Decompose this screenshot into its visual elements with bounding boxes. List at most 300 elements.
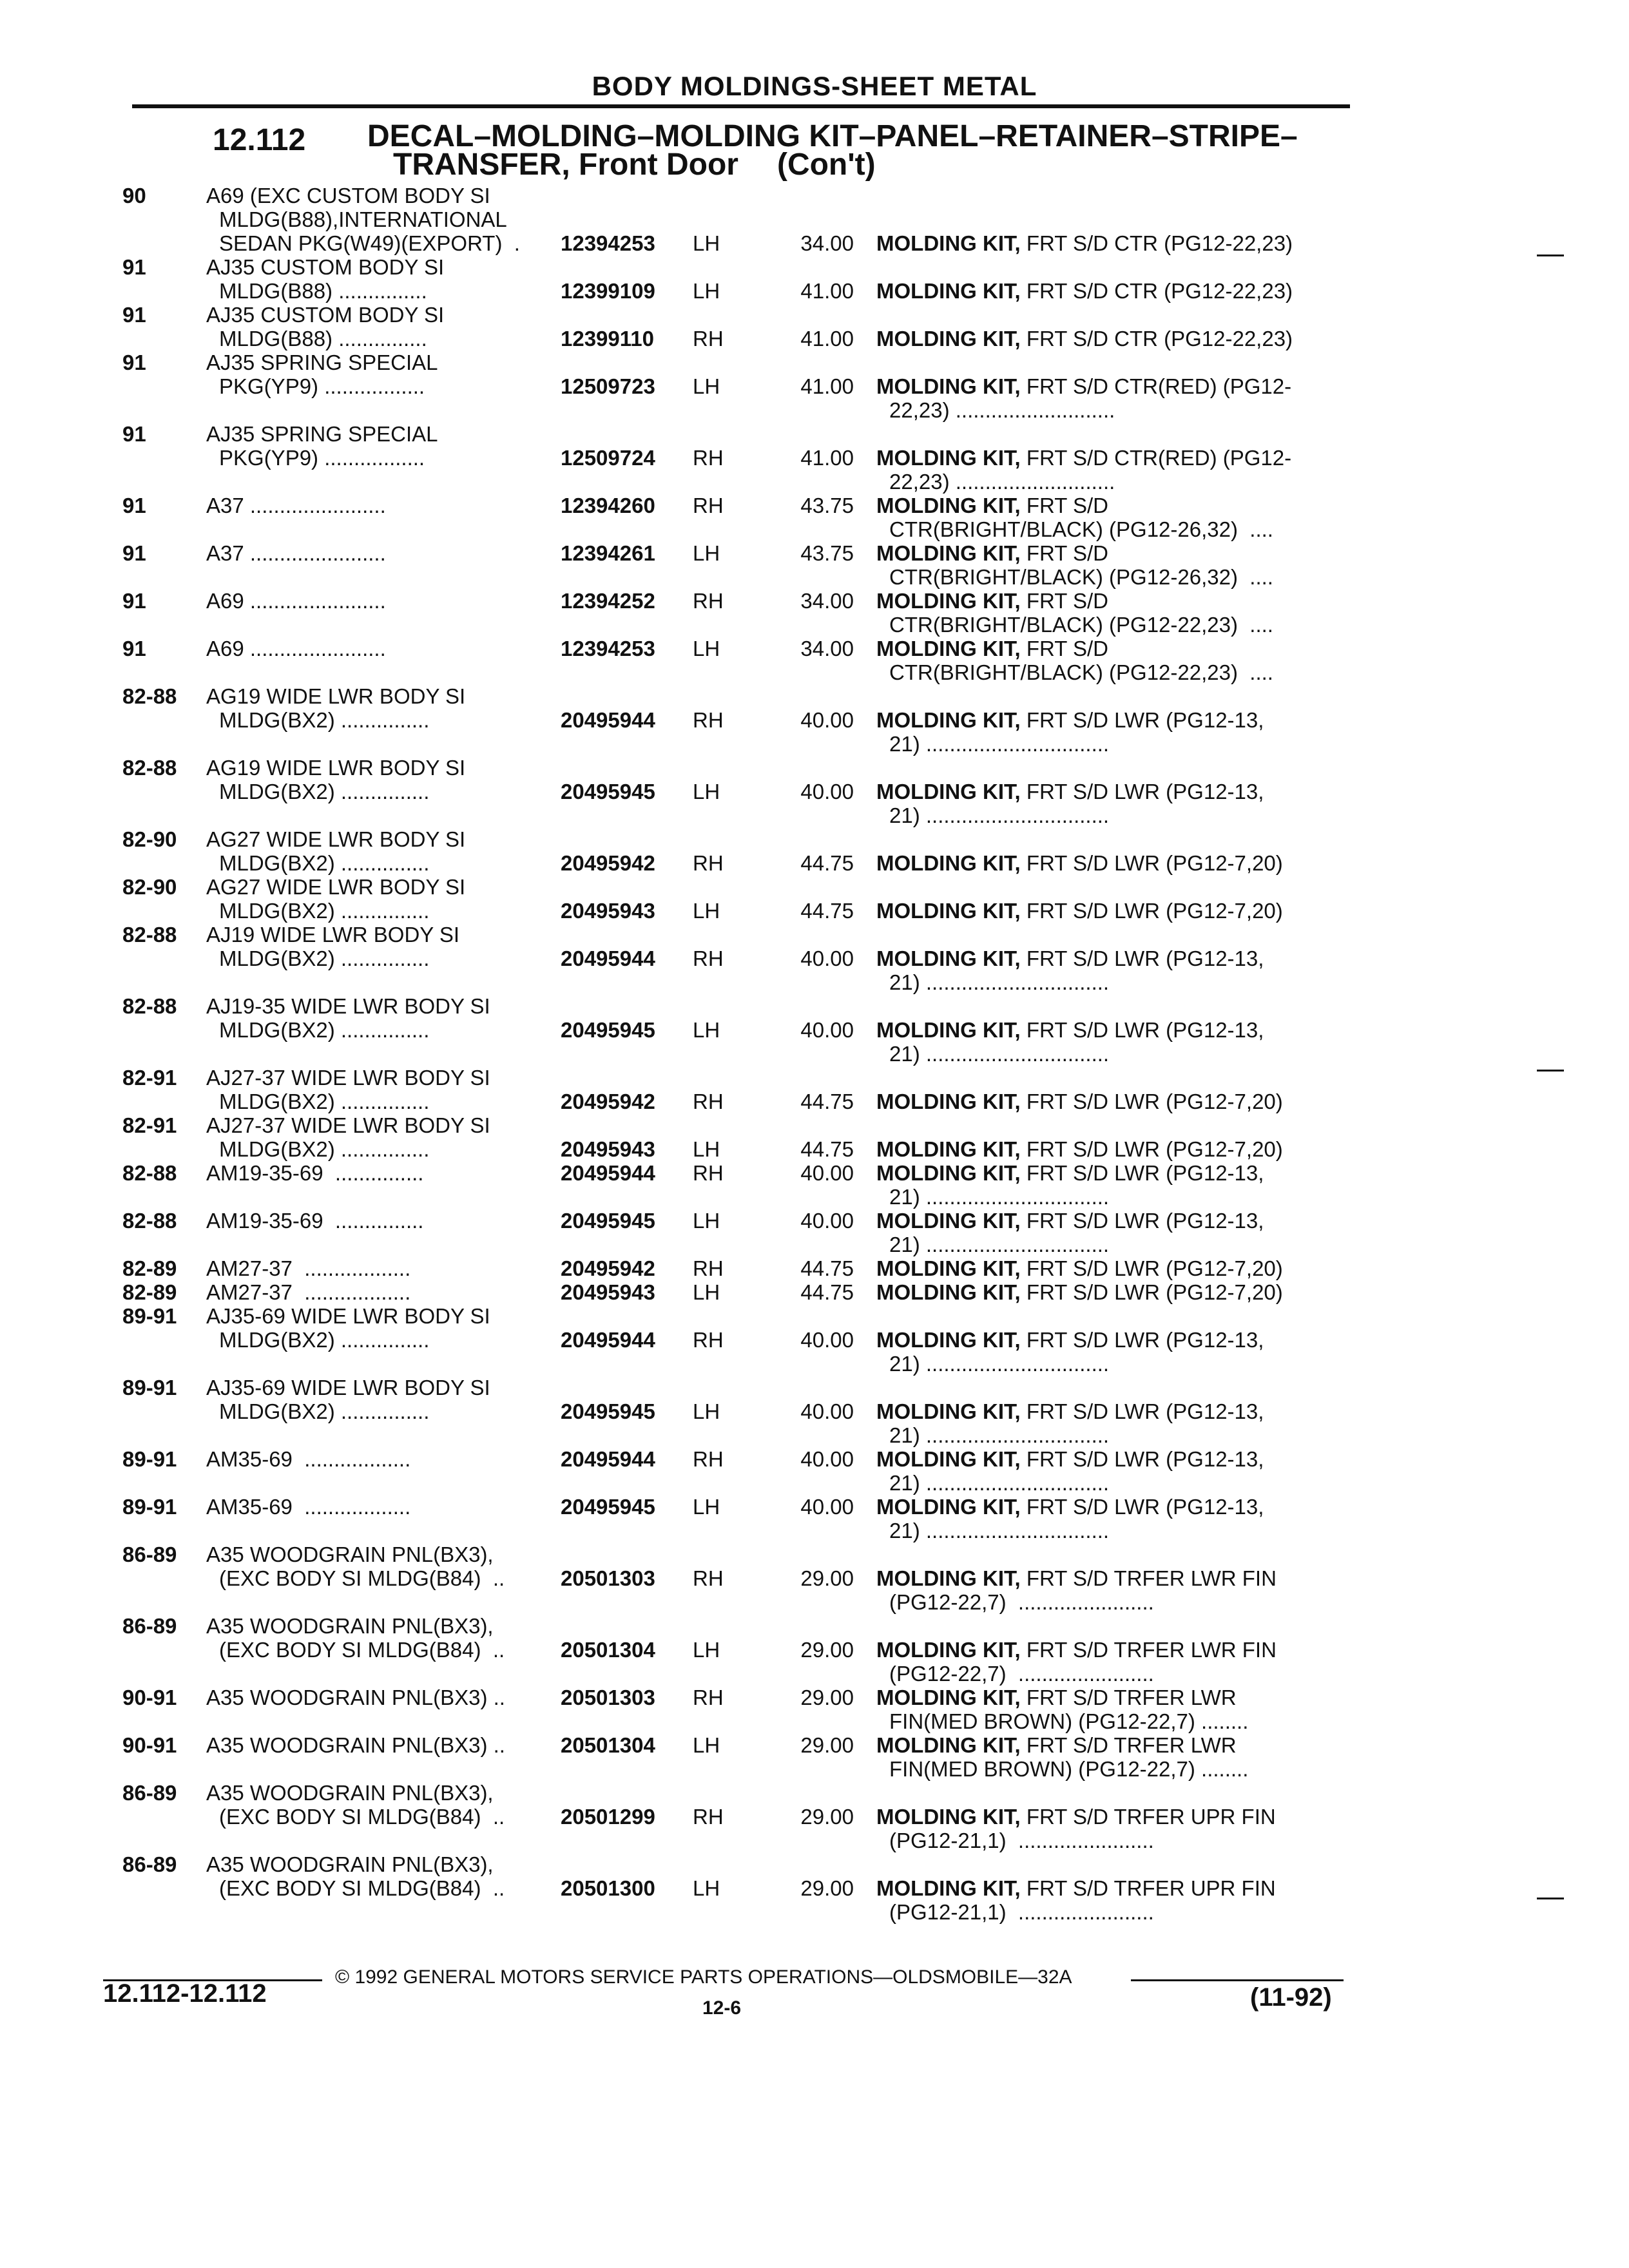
usage-description [206,1256,554,1280]
price: 41.00 [800,446,854,470]
part-name-detail: (PG12-21,1) ....................... [889,1829,1154,1852]
part-number: 12394260 [561,494,655,517]
part-name-detail: FRT S/D CTR(RED) (PG12- [1020,374,1292,398]
part-name-bold: MOLDING KIT, [876,947,1021,970]
price: 29.00 [800,1686,854,1709]
usage-description-line: AG27 WIDE LWR BODY SI [206,827,466,851]
usage-description-line: AJ19 WIDE LWR BODY SI [206,923,460,947]
part-name-bold: MOLDING KIT, [876,1495,1021,1519]
price: 44.75 [800,851,854,875]
part-name-detail: 21) ............................... [889,732,1110,756]
part-name-detail: FRT S/D LWR (PG12-7,20) [1020,1090,1283,1113]
part-name-detail: 22,23) ........................... [889,470,1115,494]
usage-description-line: AG19 WIDE LWR BODY SI [206,756,466,780]
part-name-bold: MOLDING KIT, [876,1280,1021,1304]
side-indicator: LH [693,1638,720,1662]
usage-description-line: MLDG(BX2) ............... [219,1328,430,1352]
part-number: 20495942 [561,1090,655,1113]
model-year: 89-91 [122,1376,177,1399]
usage-description-line: (EXC BODY SI MLDG(B84) .. [219,1805,505,1829]
model-year: 89-91 [122,1495,177,1519]
part-number: 12509723 [561,374,655,398]
part-name-detail: FRT S/D [1020,637,1108,660]
price: 44.75 [800,1137,854,1161]
side-indicator: RH [693,1328,724,1352]
side-indicator: LH [693,1280,720,1304]
part-name [876,780,1340,827]
usage-description [206,184,554,255]
model-year: 91 [122,637,146,660]
usage-description-line: AJ35 SPRING SPECIAL [206,422,438,446]
part-number: 20495945 [561,780,655,803]
part-name-detail: FRT S/D CTR(RED) (PG12- [1020,446,1292,470]
part-number: 20501300 [561,1876,655,1900]
usage-description-line: MLDG(B88) ............... [219,327,427,351]
usage-description-line: PKG(YP9) ................. [219,374,425,398]
usage-description-line: AJ35-69 WIDE LWR BODY SI [206,1376,490,1399]
usage-description-line: AJ35-69 WIDE LWR BODY SI [206,1304,490,1328]
part-name-bold: MOLDING KIT, [876,374,1021,398]
part-name-detail: FRT S/D [1020,589,1108,613]
part-number: 20501304 [561,1733,655,1757]
footer-date: (11-92) [1250,1983,1332,2012]
part-number: 20501304 [561,1638,655,1662]
part-name-detail: 21) ............................... [889,1042,1110,1066]
part-number: 20495942 [561,851,655,875]
usage-description-line: MLDG(B88) ............... [219,279,427,303]
price: 29.00 [800,1638,854,1662]
part-name-detail: FRT S/D LWR (PG12-13, [1020,1018,1264,1042]
model-year: 82-91 [122,1113,177,1137]
usage-description [206,1614,554,1662]
part-name-detail: FRT S/D TRFER LWR FIN [1020,1566,1277,1590]
model-year: 91 [122,422,146,446]
side-indicator: RH [693,1805,724,1829]
usage-description-line: MLDG(BX2) ............... [219,1090,430,1113]
part-name-detail: 21) ............................... [889,803,1110,827]
usage-description [206,255,554,303]
usage-description-line: MLDG(BX2) ............... [219,708,430,732]
price: 44.75 [800,1256,854,1280]
part-name-bold: MOLDING KIT, [876,637,1021,660]
side-indicator: RH [693,851,724,875]
part-name-bold: MOLDING KIT, [876,446,1021,470]
price: 44.75 [800,899,854,923]
margin-mark [1537,1898,1564,1899]
part-name-bold: MOLDING KIT, [876,279,1021,303]
part-number: 12399109 [561,279,655,303]
part-name [876,1328,1340,1376]
price: 41.00 [800,279,854,303]
side-indicator: RH [693,589,724,613]
usage-description-line: A69 (EXC CUSTOM BODY SI [206,184,490,207]
model-year: 89-91 [122,1447,177,1471]
part-name [876,374,1340,422]
part-name-detail: (PG12-22,7) ....................... [889,1590,1154,1614]
price: 40.00 [800,1399,854,1423]
part-name-detail: FRT S/D LWR (PG12-13, [1020,1328,1264,1352]
part-name-detail: FRT S/D TRFER UPR FIN [1020,1805,1276,1829]
continued-label: (Con't) [776,148,876,182]
part-name-detail: FRT S/D LWR (PG12-7,20) [1020,1137,1283,1161]
part-name-detail: FRT S/D TRFER LWR [1020,1686,1237,1709]
side-indicator: LH [693,279,720,303]
usage-description [206,923,554,970]
part-name-detail: FRT S/D LWR (PG12-13, [1020,1209,1264,1233]
part-name-detail: FRT S/D LWR (PG12-13, [1020,780,1264,803]
part-name-detail: FRT S/D LWR (PG12-13, [1020,708,1264,732]
price: 29.00 [800,1876,854,1900]
price: 43.75 [800,494,854,517]
price: 41.00 [800,374,854,398]
section-number: 12.112 [213,123,306,157]
part-name [876,1876,1340,1924]
part-name-detail: FIN(MED BROWN) (PG12-22,7) ........ [889,1757,1249,1781]
part-name [876,1447,1340,1495]
part-name-detail: 21) ............................... [889,1352,1110,1376]
part-number: 20495944 [561,947,655,970]
price: 40.00 [800,780,854,803]
part-name [876,1495,1340,1542]
part-number: 20495942 [561,1256,655,1280]
part-name-bold: MOLDING KIT, [876,1090,1021,1113]
part-name [876,851,1340,875]
part-name-bold: MOLDING KIT, [876,589,1021,613]
usage-description [206,684,554,732]
usage-description-line: A35 WOODGRAIN PNL(BX3), [206,1781,494,1805]
section-title-line1: DECAL–MOLDING–MOLDING KIT–PANEL–RETAINER–STRIPE– [367,119,1298,153]
usage-description-line: MLDG(BX2) ............... [219,780,430,803]
part-name-detail: (PG12-22,7) ....................... [889,1662,1154,1686]
usage-description-line: AM27-37 .................. [206,1280,411,1304]
usage-description [206,1280,554,1304]
part-name [876,1018,1340,1066]
part-name-bold: MOLDING KIT, [876,1137,1021,1161]
side-indicator: LH [693,374,720,398]
part-name-bold: MOLDING KIT, [876,494,1021,517]
price: 40.00 [800,1495,854,1519]
part-number: 12509724 [561,446,655,470]
side-indicator: RH [693,1686,724,1709]
side-indicator: LH [693,1733,720,1757]
part-number: 12394253 [561,231,655,255]
side-indicator: RH [693,947,724,970]
model-year: 89-91 [122,1304,177,1328]
part-name-detail: FRT S/D LWR (PG12-7,20) [1020,1280,1283,1304]
part-name-bold: MOLDING KIT, [876,1733,1021,1757]
part-name-detail: FRT S/D LWR (PG12-13, [1020,1161,1264,1185]
price: 40.00 [800,1209,854,1233]
usage-description [206,1733,554,1757]
model-year: 82-90 [122,827,177,851]
footer-copyright: © 1992 GENERAL MOTORS SERVICE PARTS OPERATIONS—OLDSMOBILE—32A [335,1966,1072,1988]
model-year: 82-88 [122,684,177,708]
part-name-detail: 21) ............................... [889,970,1110,994]
part-name-detail: FRT S/D CTR (PG12-22,23) [1020,279,1293,303]
usage-description [206,541,554,565]
part-name-detail: FRT S/D LWR (PG12-13, [1020,1399,1264,1423]
part-name [876,1256,1340,1280]
model-year: 91 [122,494,146,517]
part-name [876,899,1340,923]
usage-description-line: PKG(YP9) ................. [219,446,425,470]
usage-description-line: MLDG(B88),INTERNATIONAL [219,207,507,231]
usage-description [206,994,554,1042]
model-year: 82-89 [122,1256,177,1280]
usage-description [206,1161,554,1185]
part-name [876,1733,1340,1781]
side-indicator: LH [693,1209,720,1233]
part-name-bold: MOLDING KIT, [876,1161,1021,1185]
usage-description [206,1852,554,1900]
price: 40.00 [800,1447,854,1471]
part-number: 12394252 [561,589,655,613]
model-year: 91 [122,255,146,279]
part-number: 12399110 [561,327,655,351]
model-year: 82-88 [122,923,177,947]
usage-description-line: A35 WOODGRAIN PNL(BX3) .. [206,1733,505,1757]
price: 29.00 [800,1733,854,1757]
usage-description-line: AM19-35-69 ............... [206,1209,424,1233]
part-name-bold: MOLDING KIT, [876,1256,1021,1280]
usage-description-line: A35 WOODGRAIN PNL(BX3), [206,1542,494,1566]
side-indicator: LH [693,780,720,803]
part-name-bold: MOLDING KIT, [876,1566,1021,1590]
part-name [876,589,1340,637]
usage-description [206,1495,554,1519]
part-number: 20495944 [561,1328,655,1352]
part-name [876,1686,1340,1733]
usage-description-line: AJ35 CUSTOM BODY SI [206,303,445,327]
usage-description [206,1447,554,1471]
price: 40.00 [800,947,854,970]
price: 29.00 [800,1566,854,1590]
margin-mark [1537,1070,1564,1072]
part-name-bold: MOLDING KIT, [876,1638,1021,1662]
usage-description-line: A37 ....................... [206,541,386,565]
part-name-detail: (PG12-21,1) ....................... [889,1900,1154,1924]
part-number: 20495945 [561,1495,655,1519]
usage-description-line: AG19 WIDE LWR BODY SI [206,684,466,708]
part-number: 20495944 [561,1447,655,1471]
part-name-detail: FRT S/D [1020,541,1108,565]
side-indicator: LH [693,1137,720,1161]
model-year: 86-89 [122,1781,177,1805]
part-name [876,1566,1340,1614]
price: 40.00 [800,1161,854,1185]
model-year: 86-89 [122,1614,177,1638]
usage-description [206,1066,554,1113]
part-number: 20501303 [561,1566,655,1590]
model-year: 82-89 [122,1280,177,1304]
model-year: 82-88 [122,994,177,1018]
usage-description [206,1686,554,1709]
usage-description-line: MLDG(BX2) ............... [219,947,430,970]
part-name [876,1638,1340,1686]
part-name [876,494,1340,541]
part-name-detail: FRT S/D CTR (PG12-22,23) [1020,327,1293,351]
model-year: 86-89 [122,1852,177,1876]
price: 41.00 [800,327,854,351]
usage-description-line: A35 WOODGRAIN PNL(BX3), [206,1614,494,1638]
part-name-detail: FRT S/D LWR (PG12-7,20) [1020,851,1283,875]
usage-description-line: AJ35 CUSTOM BODY SI [206,255,445,279]
model-year: 82-91 [122,1066,177,1090]
usage-description-line: AM35-69 .................. [206,1447,411,1471]
usage-description [206,1781,554,1829]
usage-description-line: MLDG(BX2) ............... [219,1018,430,1042]
part-number: 20495944 [561,708,655,732]
side-indicator: RH [693,327,724,351]
side-indicator: RH [693,708,724,732]
part-name [876,446,1340,494]
part-name-detail: CTR(BRIGHT/BLACK) (PG12-22,23) .... [889,613,1273,637]
side-indicator: RH [693,1566,724,1590]
usage-description-line: A69 ....................... [206,637,386,660]
part-name-detail: FIN(MED BROWN) (PG12-22,7) ........ [889,1709,1249,1733]
usage-description [206,422,554,470]
part-name-detail: 21) ............................... [889,1185,1110,1209]
part-name [876,1161,1340,1209]
part-name-detail: FRT S/D TRFER LWR [1020,1733,1237,1757]
part-name [876,1137,1340,1161]
part-number: 20495944 [561,1161,655,1185]
part-name [876,1209,1340,1256]
part-name-bold: MOLDING KIT, [876,851,1021,875]
model-year: 90-91 [122,1686,177,1709]
model-year: 90-91 [122,1733,177,1757]
price: 40.00 [800,708,854,732]
price: 29.00 [800,1805,854,1829]
side-indicator: RH [693,1161,724,1185]
side-indicator: LH [693,541,720,565]
section-title-line2: TRANSFER, Front Door [393,148,738,182]
usage-description [206,637,554,660]
usage-description [206,1542,554,1590]
part-name-bold: MOLDING KIT, [876,1399,1021,1423]
side-indicator: RH [693,1090,724,1113]
part-name [876,327,1340,351]
usage-description [206,1209,554,1233]
part-name-detail: FRT S/D LWR (PG12-13, [1020,947,1264,970]
part-name [876,1805,1340,1852]
side-indicator: LH [693,1495,720,1519]
part-name [876,1399,1340,1447]
usage-description-line: AJ27-37 WIDE LWR BODY SI [206,1113,490,1137]
part-name [876,637,1340,684]
part-name-bold: MOLDING KIT, [876,1686,1021,1709]
page-header: BODY MOLDINGS-SHEET METAL [592,71,1037,101]
price: 34.00 [800,589,854,613]
usage-description-line: AM19-35-69 ............... [206,1161,424,1185]
usage-description-line: A37 ....................... [206,494,386,517]
usage-description [206,875,554,923]
usage-description [206,589,554,613]
part-number: 20495943 [561,899,655,923]
price: 44.75 [800,1090,854,1113]
usage-description [206,1376,554,1423]
part-number: 20495945 [561,1209,655,1233]
model-year: 86-89 [122,1542,177,1566]
part-name [876,708,1340,756]
side-indicator: LH [693,1018,720,1042]
part-name-bold: MOLDING KIT, [876,1209,1021,1233]
part-name-bold: MOLDING KIT, [876,1328,1021,1352]
model-year: 91 [122,589,146,613]
footer-rule-right [1131,1979,1344,1981]
price: 44.75 [800,1280,854,1304]
part-name-bold: MOLDING KIT, [876,541,1021,565]
part-name-detail: FRT S/D CTR (PG12-22,23) [1020,231,1293,255]
part-name [876,279,1340,303]
part-name-detail: 21) ............................... [889,1233,1110,1256]
part-name-detail: FRT S/D TRFER UPR FIN [1020,1876,1276,1900]
part-name [876,1090,1340,1113]
usage-description [206,303,554,351]
side-indicator: LH [693,637,720,660]
usage-description-line: A69 ....................... [206,589,386,613]
usage-description-line: (EXC BODY SI MLDG(B84) .. [219,1566,505,1590]
part-name [876,947,1340,994]
part-number: 20495945 [561,1399,655,1423]
model-year: 82-88 [122,1209,177,1233]
part-name-detail: 22,23) ........................... [889,398,1115,422]
model-year: 82-90 [122,875,177,899]
part-number: 20495945 [561,1018,655,1042]
usage-description-line: MLDG(BX2) ............... [219,899,430,923]
price: 34.00 [800,231,854,255]
part-name-detail: CTR(BRIGHT/BLACK) (PG12-22,23) .... [889,660,1273,684]
part-name-detail: FRT S/D [1020,494,1108,517]
part-name-bold: MOLDING KIT, [876,231,1021,255]
margin-mark [1537,255,1564,256]
part-name-detail: FRT S/D TRFER LWR FIN [1020,1638,1277,1662]
part-name-detail: 21) ............................... [889,1519,1110,1542]
model-year: 91 [122,351,146,374]
footer-page-number: 12-6 [702,1997,742,2019]
side-indicator: LH [693,231,720,255]
usage-description [206,756,554,803]
side-indicator: LH [693,1876,720,1900]
part-number: 20495943 [561,1137,655,1161]
part-name [876,541,1340,589]
usage-description [206,494,554,517]
part-name-detail: 21) ............................... [889,1471,1110,1495]
usage-description [206,351,554,398]
usage-description-line: AM35-69 .................. [206,1495,411,1519]
side-indicator: RH [693,494,724,517]
part-name-detail: FRT S/D LWR (PG12-7,20) [1020,1256,1283,1280]
part-name [876,231,1340,255]
usage-description-line: AJ27-37 WIDE LWR BODY SI [206,1066,490,1090]
usage-description-line: AJ19-35 WIDE LWR BODY SI [206,994,490,1018]
part-number: 12394261 [561,541,655,565]
side-indicator: LH [693,899,720,923]
model-year: 82-88 [122,756,177,780]
part-name-detail: FRT S/D LWR (PG12-13, [1020,1447,1264,1471]
price: 40.00 [800,1328,854,1352]
usage-description-line: MLDG(BX2) ............... [219,1399,430,1423]
usage-description-line: AG27 WIDE LWR BODY SI [206,875,466,899]
price: 43.75 [800,541,854,565]
usage-description-line: (EXC BODY SI MLDG(B84) .. [219,1876,505,1900]
usage-description [206,827,554,875]
footer-section-range: 12.112-12.112 [103,1979,267,2008]
part-name-bold: MOLDING KIT, [876,899,1021,923]
part-name-bold: MOLDING KIT, [876,780,1021,803]
model-year: 91 [122,303,146,327]
part-number: 20501303 [561,1686,655,1709]
